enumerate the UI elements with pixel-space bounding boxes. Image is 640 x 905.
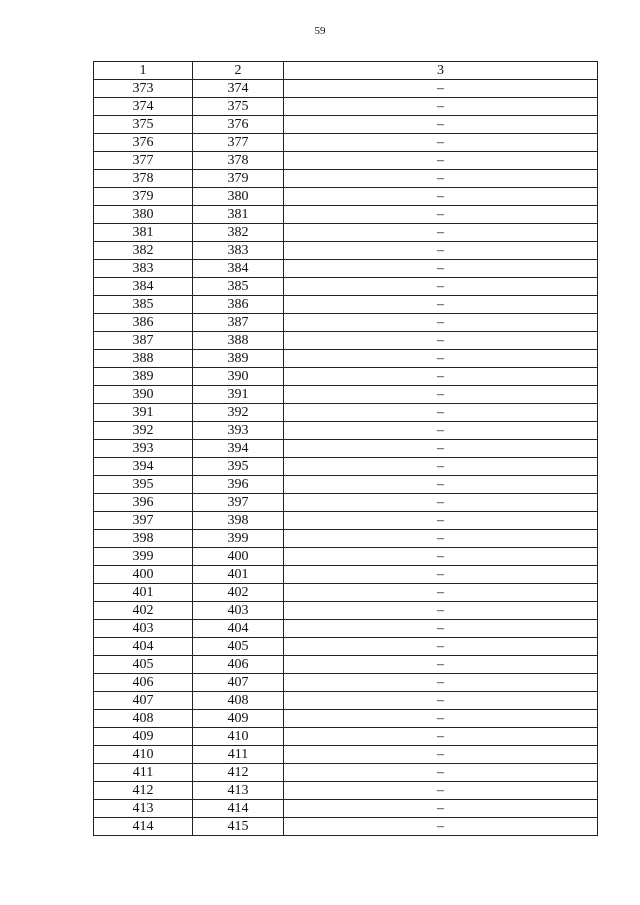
table-cell-col-1: 381 [94, 224, 193, 242]
table-row [94, 278, 598, 296]
table-row [94, 206, 598, 224]
table-row [94, 530, 598, 548]
table-cell-col-1: 396 [94, 494, 193, 512]
table-row [94, 350, 598, 368]
table-cell-col-3: – [284, 134, 598, 152]
table-row [94, 422, 598, 440]
table-cell-col-1: 412 [94, 782, 193, 800]
table-cell-col-3: – [284, 530, 598, 548]
table-cell-col-3: – [284, 656, 598, 674]
table-row [94, 170, 598, 188]
table-cell-col-2: 412 [193, 764, 284, 782]
table-cell-col-3: – [284, 638, 598, 656]
table-row [94, 764, 598, 782]
column-header-2: 2 [193, 62, 284, 80]
table-row [94, 260, 598, 278]
table-row [94, 188, 598, 206]
table-row [94, 782, 598, 800]
table-cell-col-2: 415 [193, 818, 284, 836]
table-cell-col-2: 396 [193, 476, 284, 494]
table-cell-col-3: – [284, 710, 598, 728]
table-row [94, 638, 598, 656]
table-cell-col-3: – [284, 242, 598, 260]
table-cell-col-1: 399 [94, 548, 193, 566]
table-cell-col-3: – [284, 314, 598, 332]
table-cell-col-3: – [284, 440, 598, 458]
table-cell-col-2: 409 [193, 710, 284, 728]
table-cell-col-1: 387 [94, 332, 193, 350]
table-row [94, 476, 598, 494]
table-cell-col-3: – [284, 602, 598, 620]
table-body [94, 80, 598, 836]
table-cell-col-1: 377 [94, 152, 193, 170]
table-header [94, 62, 598, 80]
table-cell-col-1: 410 [94, 746, 193, 764]
table-cell-col-2: 402 [193, 584, 284, 602]
table-cell-col-2: 385 [193, 278, 284, 296]
table-cell-col-3: – [284, 566, 598, 584]
table-cell-col-2: 398 [193, 512, 284, 530]
table-row [94, 440, 598, 458]
table-row [94, 692, 598, 710]
table-cell-col-2: 401 [193, 566, 284, 584]
header-row [94, 62, 598, 80]
table-cell-col-3: – [284, 368, 598, 386]
table-cell-col-1: 409 [94, 728, 193, 746]
table-cell-col-1: 388 [94, 350, 193, 368]
table-cell-col-2: 374 [193, 80, 284, 98]
table-cell-col-1: 402 [94, 602, 193, 620]
table-cell-col-3: – [284, 512, 598, 530]
table-cell-col-3: – [284, 692, 598, 710]
table-cell-col-3: – [284, 548, 598, 566]
table-cell-col-3: – [284, 278, 598, 296]
table-cell-col-2: 414 [193, 800, 284, 818]
table-cell-col-3: – [284, 116, 598, 134]
table-row [94, 800, 598, 818]
table-cell-col-1: 398 [94, 530, 193, 548]
table-row [94, 152, 598, 170]
table-cell-col-3: – [284, 800, 598, 818]
table-row [94, 494, 598, 512]
table-cell-col-1: 408 [94, 710, 193, 728]
table-cell-col-1: 389 [94, 368, 193, 386]
table-cell-col-3: – [284, 260, 598, 278]
table-cell-col-2: 390 [193, 368, 284, 386]
table-cell-col-1: 383 [94, 260, 193, 278]
table-cell-col-1: 413 [94, 800, 193, 818]
table-cell-col-3: – [284, 728, 598, 746]
table-cell-col-2: 380 [193, 188, 284, 206]
table-row [94, 134, 598, 152]
table-cell-col-2: 405 [193, 638, 284, 656]
table-row [94, 458, 598, 476]
table-cell-col-1: 405 [94, 656, 193, 674]
table-cell-col-2: 399 [193, 530, 284, 548]
table-cell-col-2: 387 [193, 314, 284, 332]
table-row [94, 566, 598, 584]
table-cell-col-3: – [284, 188, 598, 206]
table-cell-col-2: 383 [193, 242, 284, 260]
table-cell-col-1: 376 [94, 134, 193, 152]
table-cell-col-1: 390 [94, 386, 193, 404]
table-cell-col-2: 408 [193, 692, 284, 710]
table-cell-col-1: 384 [94, 278, 193, 296]
table-cell-col-1: 401 [94, 584, 193, 602]
table-cell-col-2: 378 [193, 152, 284, 170]
table-cell-col-3: – [284, 170, 598, 188]
table-cell-col-3: – [284, 386, 598, 404]
table-cell-col-3: – [284, 746, 598, 764]
table-cell-col-3: – [284, 422, 598, 440]
table-row [94, 746, 598, 764]
table-cell-col-2: 386 [193, 296, 284, 314]
table-row [94, 602, 598, 620]
table-cell-col-3: – [284, 224, 598, 242]
table-row [94, 620, 598, 638]
table-row [94, 224, 598, 242]
table-cell-col-2: 388 [193, 332, 284, 350]
table-cell-col-1: 400 [94, 566, 193, 584]
table-cell-col-3: – [284, 458, 598, 476]
table-cell-col-3: – [284, 674, 598, 692]
table-cell-col-2: 392 [193, 404, 284, 422]
table-row [94, 242, 598, 260]
table-cell-col-1: 406 [94, 674, 193, 692]
table-cell-col-2: 397 [193, 494, 284, 512]
table-cell-col-1: 386 [94, 314, 193, 332]
table-cell-col-3: – [284, 350, 598, 368]
table-cell-col-1: 404 [94, 638, 193, 656]
table-cell-col-2: 391 [193, 386, 284, 404]
table-cell-col-1: 395 [94, 476, 193, 494]
table-cell-col-3: – [284, 764, 598, 782]
table-cell-col-2: 377 [193, 134, 284, 152]
table-cell-col-1: 392 [94, 422, 193, 440]
table-cell-col-2: 404 [193, 620, 284, 638]
table-cell-col-1: 394 [94, 458, 193, 476]
table-cell-col-2: 389 [193, 350, 284, 368]
table-cell-col-3: – [284, 332, 598, 350]
table-cell-col-3: – [284, 80, 598, 98]
table-row [94, 512, 598, 530]
table-cell-col-1: 374 [94, 98, 193, 116]
table-cell-col-3: – [284, 494, 598, 512]
table-cell-col-2: 379 [193, 170, 284, 188]
table-cell-col-3: – [284, 206, 598, 224]
table-row [94, 80, 598, 98]
table-row [94, 710, 598, 728]
table-row [94, 818, 598, 836]
table-cell-col-1: 373 [94, 80, 193, 98]
table-row [94, 386, 598, 404]
table-cell-col-1: 393 [94, 440, 193, 458]
table-cell-col-2: 393 [193, 422, 284, 440]
table-cell-col-2: 375 [193, 98, 284, 116]
table-cell-col-1: 385 [94, 296, 193, 314]
table-cell-col-2: 413 [193, 782, 284, 800]
table-cell-col-2: 400 [193, 548, 284, 566]
table-cell-col-2: 407 [193, 674, 284, 692]
table-cell-col-3: – [284, 296, 598, 314]
table-cell-col-2: 395 [193, 458, 284, 476]
table-cell-col-1: 414 [94, 818, 193, 836]
table-cell-col-1: 407 [94, 692, 193, 710]
table-cell-col-3: – [284, 476, 598, 494]
table-cell-col-2: 381 [193, 206, 284, 224]
table-cell-col-2: 394 [193, 440, 284, 458]
table-cell-col-1: 379 [94, 188, 193, 206]
table-cell-col-3: – [284, 404, 598, 422]
column-header-3: 3 [284, 62, 598, 80]
table-cell-col-3: – [284, 620, 598, 638]
table-cell-col-2: 411 [193, 746, 284, 764]
table-cell-col-3: – [284, 98, 598, 116]
table-cell-col-3: – [284, 584, 598, 602]
table-cell-col-1: 378 [94, 170, 193, 188]
column-header-1: 1 [94, 62, 193, 80]
table-cell-col-3: – [284, 782, 598, 800]
table-cell-col-1: 375 [94, 116, 193, 134]
table-row [94, 332, 598, 350]
table-cell-col-2: 406 [193, 656, 284, 674]
table-cell-col-3: – [284, 152, 598, 170]
table-cell-col-2: 403 [193, 602, 284, 620]
table-cell-col-1: 397 [94, 512, 193, 530]
table-cell-col-3: – [284, 818, 598, 836]
table-row [94, 116, 598, 134]
table-cell-col-2: 410 [193, 728, 284, 746]
page-number: 59 [314, 25, 326, 37]
table-cell-col-2: 382 [193, 224, 284, 242]
table-cell-col-1: 382 [94, 242, 193, 260]
table-row [94, 728, 598, 746]
table-cell-col-1: 391 [94, 404, 193, 422]
table-cell-col-1: 411 [94, 764, 193, 782]
table-cell-col-1: 403 [94, 620, 193, 638]
table-row [94, 314, 598, 332]
table-row [94, 98, 598, 116]
table-cell-col-1: 380 [94, 206, 193, 224]
table-cell-col-2: 384 [193, 260, 284, 278]
table-row [94, 656, 598, 674]
table-row [94, 296, 598, 314]
data-table [93, 61, 598, 836]
table-row [94, 674, 598, 692]
table-cell-col-2: 376 [193, 116, 284, 134]
table-row [94, 584, 598, 602]
table-row [94, 548, 598, 566]
table-row [94, 404, 598, 422]
table-row [94, 368, 598, 386]
